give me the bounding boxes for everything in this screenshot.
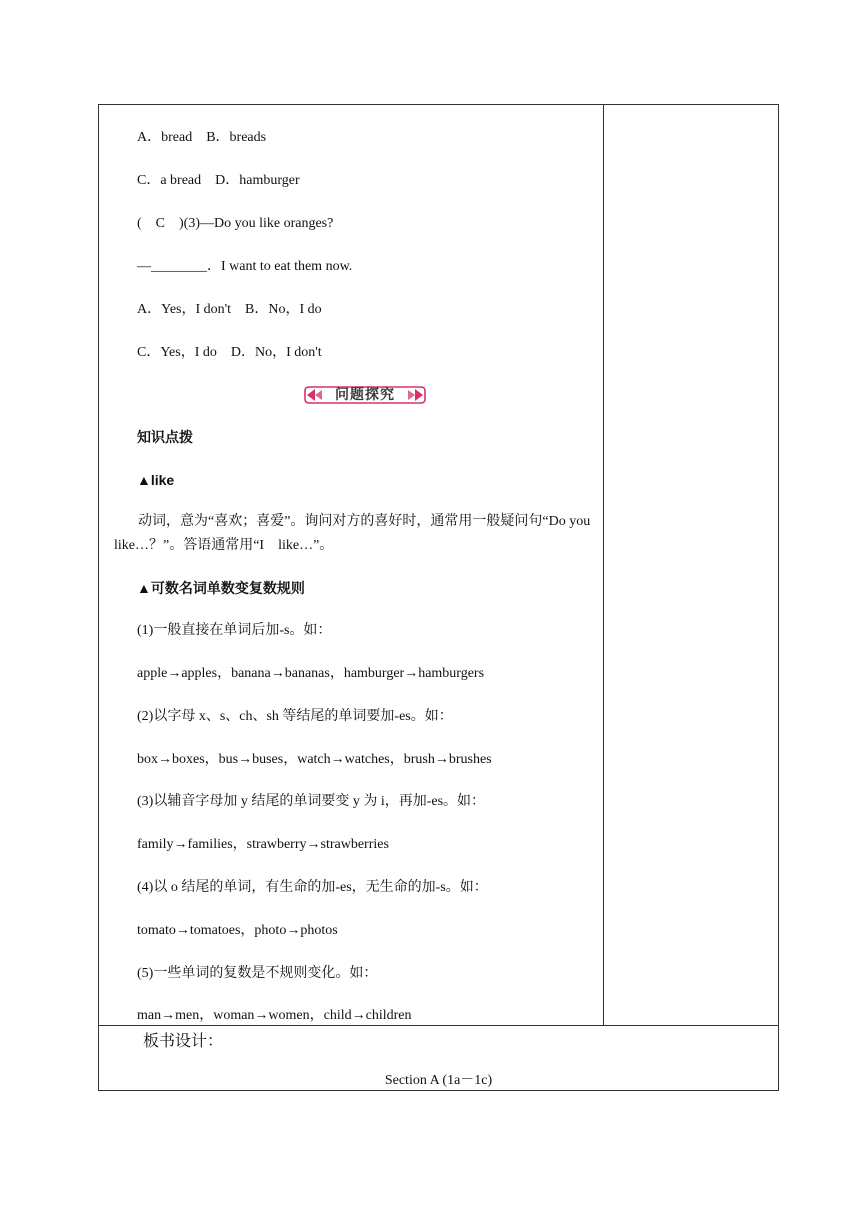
- knowledge-heading: 知识点拨: [137, 429, 193, 445]
- notes-cell: [604, 105, 778, 1025]
- q3-options-line2: C．Yes，I do D．No，I don't: [137, 345, 322, 360]
- rule-2: (2)以字母 x、s、ch、sh 等结尾的单词要加-es。如：: [137, 709, 453, 724]
- board-design-title: 板书设计：: [143, 1031, 224, 1050]
- q2-options-line1: A．bread B．breads: [137, 130, 267, 145]
- rule-5-example: man→men，woman→women，child→children: [137, 1008, 412, 1023]
- q3-answer-line: —________．I want to eat them now.: [137, 259, 353, 274]
- rule-3: (3)以辅音字母加 y 结尾的单词要变 y 为 i，再加-es。如：: [137, 794, 486, 809]
- rule-2-example: box→boxes，bus→buses，watch→watches，brush→brushes: [137, 752, 492, 767]
- section-badge: [303, 383, 427, 407]
- rule-4: (4)以 o 结尾的单词，有生命的加-es，无生命的加-s。如：: [137, 880, 488, 895]
- q2-options-line2: C．a bread D．hamburger: [137, 173, 300, 188]
- rule-1-example: apple→apples，banana→bananas，hamburger→hamburgers: [137, 666, 485, 681]
- rule-4-example: tomato→tomatoes，photo→photos: [137, 923, 338, 938]
- board-design-cell: [99, 1025, 778, 1090]
- q3-options-line1: A．Yes，I don't B．No，I do: [137, 302, 322, 317]
- board-design-subtitle: Section A (1a－1c): [384, 1073, 493, 1088]
- rule-3-example: family→families，strawberry→strawberries: [137, 837, 389, 852]
- plural-rules-title: ▲可数名词单数变复数规则: [137, 580, 305, 596]
- like-explanation: 动词，意为“喜欢；喜爱”。询问对方的喜好时，通常用一般疑问句“Do you like…？”。答语通常用“I like…”。: [114, 514, 591, 553]
- q3-question: ( C )(3)—Do you like oranges?: [137, 216, 334, 231]
- rule-5: (5)一些单词的复数是不规则变化。如：: [137, 966, 378, 981]
- like-title: ▲like: [137, 472, 175, 488]
- lesson-table: [98, 104, 779, 1091]
- section-badge-label: 问题探究: [335, 387, 395, 403]
- rule-1: (1)一般直接在单词后加-s。如：: [137, 623, 332, 638]
- content-cell: [99, 105, 604, 1025]
